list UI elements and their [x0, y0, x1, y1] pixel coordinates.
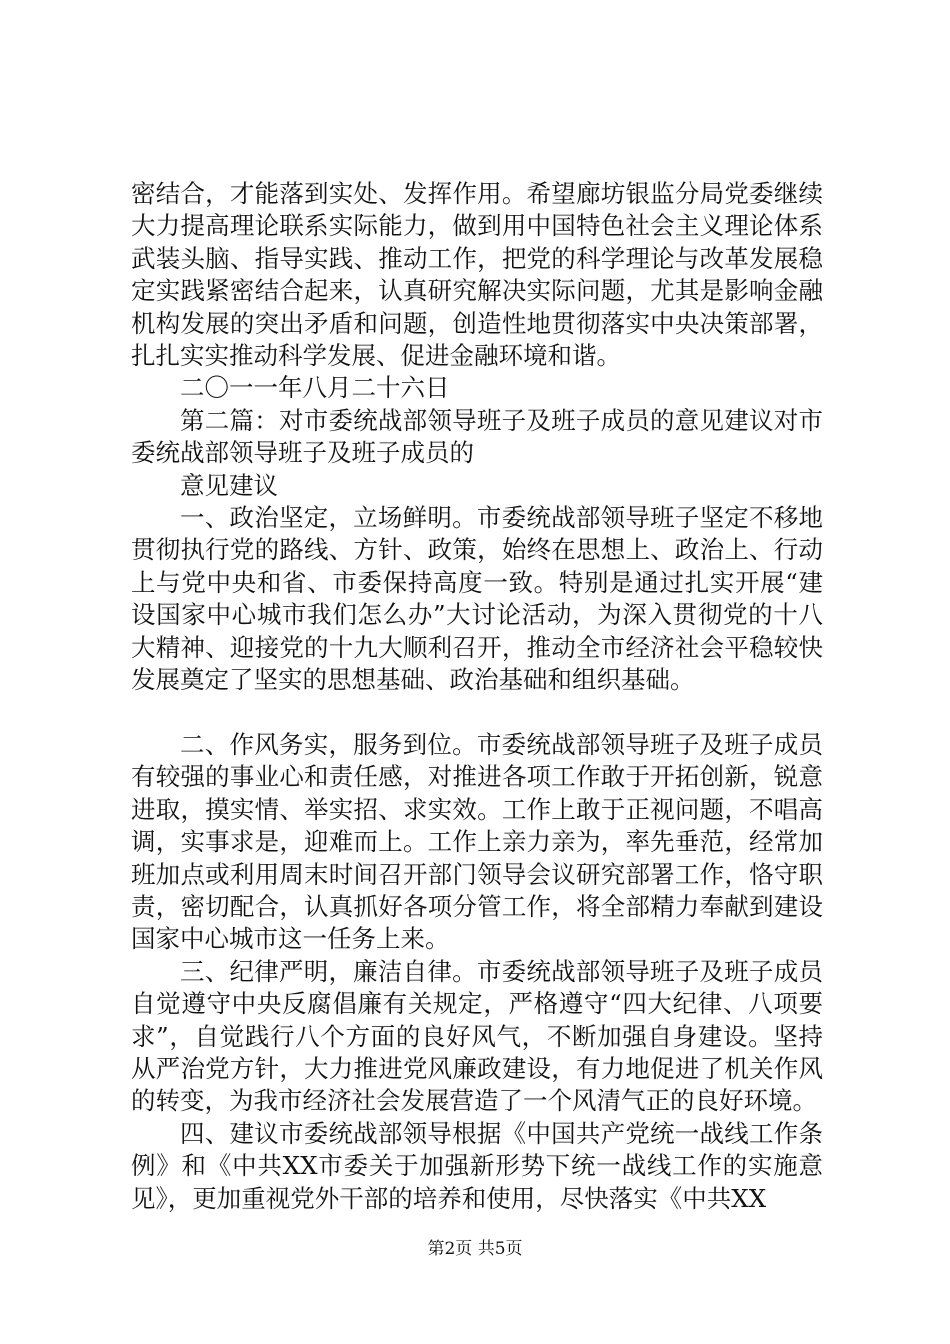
page-number-footer: 第2页 共5页 — [427, 1239, 523, 1259]
paragraph-point-4: 四、建议市委统战部领导根据《中国共产党统一战线工作条例》和《中共XX市委关于加强新形势下统一战线工作的实施意见》，更加重视党外干部的培养和使用，尽快落实《中共XX — [131, 1118, 823, 1213]
section-heading: 第二篇：对市委统战部领导班子及班子成员的意见建议对市委统战部领导班子及班子成员的 — [131, 405, 823, 468]
paragraph-point-1: 一、政治坚定，立场鲜明。市委统战部领导班子坚定不移地贯彻执行党的路线、方针、政策，始终在思想上、政治上、行动上与党中央和省、市委保持高度一致。特别是通过扎实开展“建设国家中心城市我们怎么办”大讨论活动，为深入贯彻党的十八大精神、迎接党的十九大顺利召开，推动全市经济社会平稳较快发展奠定了坚实的思想基础、政治基础和组织基础。 — [131, 503, 823, 695]
paragraph-point-3: 三、纪律严明，廉洁自律。市委统战部领导班子及班子成员自觉遵守中央反腐倡廉有关规定，严格遵守“四大纪律、八项要求”，自觉践行八个方面的良好风气，不断加强自身建设。坚持从严治党方针，大力推进党风廉政建设，有力地促进了机关作风的转变，为我市经济社会发展营造了一个风清气正的良好环境。 — [131, 956, 823, 1116]
document-body — [131, 178, 823, 1215]
paragraph-spacer — [131, 697, 823, 729]
date-line: 二〇一一年八月二十六日 — [180, 373, 450, 403]
paragraph-point-2: 二、作风务实，服务到位。市委统战部领导班子及班子成员有较强的事业心和责任感，对推进各项工作敢于开拓创新，锐意进取，摸实情、举实招、求实效。工作上敢于正视问题，不唱高调，实事求是，迎难而上。工作上亲力亲为，率先垂范，经常加班加点或利用周末时间召开部门领导会议研究部署工作，恪守职责，密切配合，认真抓好各项分管工作，将全部精力奉献到建设国家中心城市这一任务上来。 — [131, 729, 823, 954]
section-subheading: 意见建议 — [180, 470, 278, 500]
paragraph-continuation: 密结合，才能落到实处、发挥作用。希望廊坊银监分局党委继续大力提高理论联系实际能力，做到用中国特色社会主义理论体系武装头脑、指导实践、推动工作，把党的科学理论与改革发展稳定实践紧密结合起来，认真研究解决实际问题，尤其是影响金融机构发展的突出矛盾和问题，创造性地贯彻落实中央决策部署，扎扎实实推动科学发展、促进金融环境和谐。 — [131, 179, 823, 371]
